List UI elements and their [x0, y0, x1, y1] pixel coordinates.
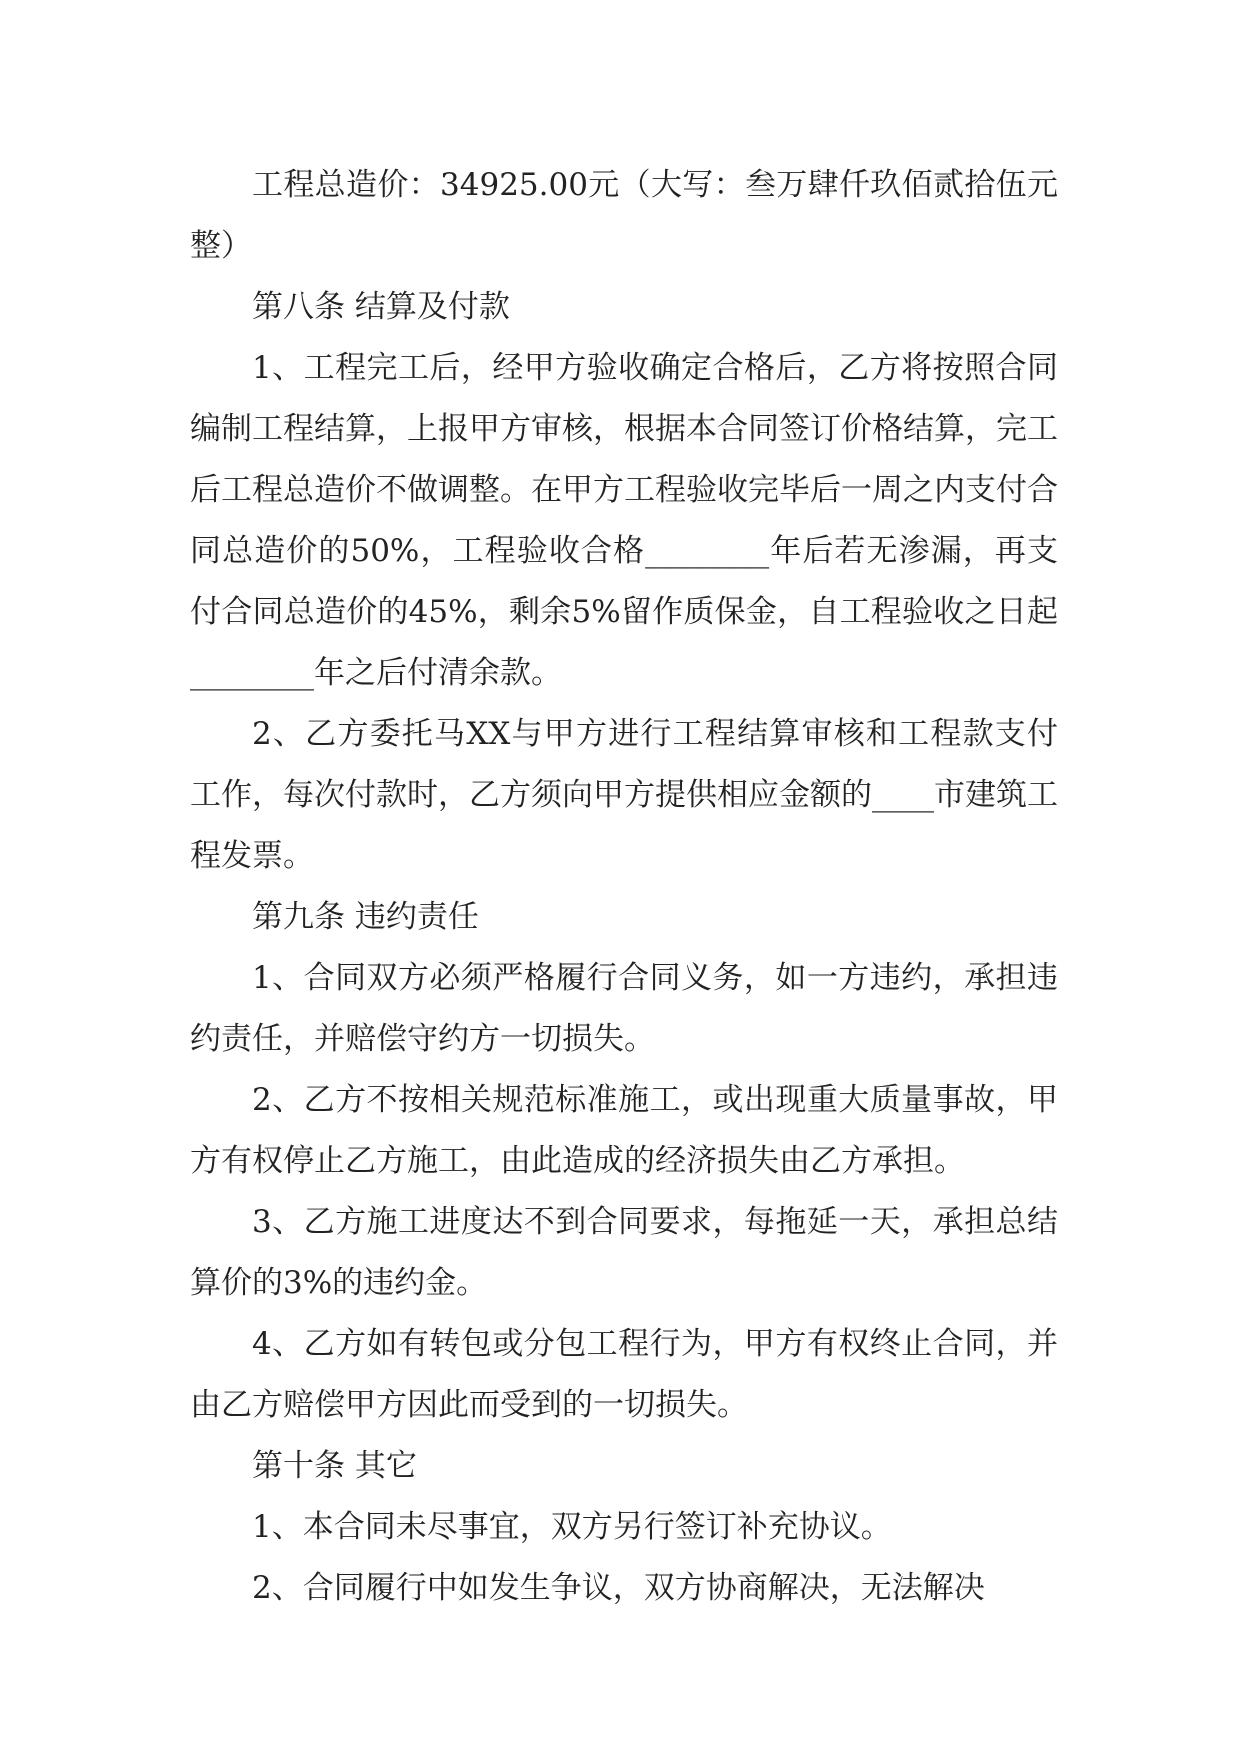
article-8-heading: 第八条 结算及付款	[252, 289, 510, 325]
total-price-paragraph: 工程总造价：34925.00元（大写：叁万肆仟玖佰贰拾伍元整）	[190, 167, 1058, 264]
article-8-clause-1: 1、工程完工后，经甲方验收确定合格后，乙方将按照合同编制工程结算，上报甲方审核，根据本合同签订价格结算，完工后工程总造价不做调整。在甲方工程验收完毕后一周之内支付合同总造价的50%，工程验收合格________年后若无渗漏，再支付合同总造价的45%，剩余5%留作质保金，自工程验收之日起________年之后付清余款。	[190, 350, 1058, 691]
article-9-clause-3: 3、乙方施工进度达不到合同要求，每拖延一天，承担总结算价的3%的违约金。	[190, 1204, 1058, 1301]
article-10-heading: 第十条 其它	[252, 1448, 417, 1484]
article-9-heading: 第九条 违约责任	[252, 899, 479, 935]
article-9-clause-2: 2、乙方不按相关规范标准施工，或出现重大质量事故，甲方有权停止乙方施工，由此造成的经济损失由乙方承担。	[190, 1082, 1058, 1179]
article-9-clause-4: 4、乙方如有转包或分包工程行为，甲方有权终止合同，并由乙方赔偿甲方因此而受到的一切损失。	[190, 1326, 1058, 1423]
article-10-clause-2: 2、合同履行中如发生争议，双方协商解决，无法解决	[252, 1570, 985, 1606]
article-9-clause-1: 1、合同双方必须严格履行合同义务，如一方违约，承担违约责任，并赔偿守约方一切损失。	[190, 960, 1058, 1057]
article-10-clause-1: 1、本合同未尽事宜，双方另行签订补充协议。	[252, 1509, 892, 1545]
document-body	[190, 155, 1058, 1619]
article-8-clause-2: 2、乙方委托马XX与甲方进行工程结算审核和工程款支付工作，每次付款时，乙方须向甲方提供相应金额的____市建筑工程发票。	[190, 716, 1058, 874]
